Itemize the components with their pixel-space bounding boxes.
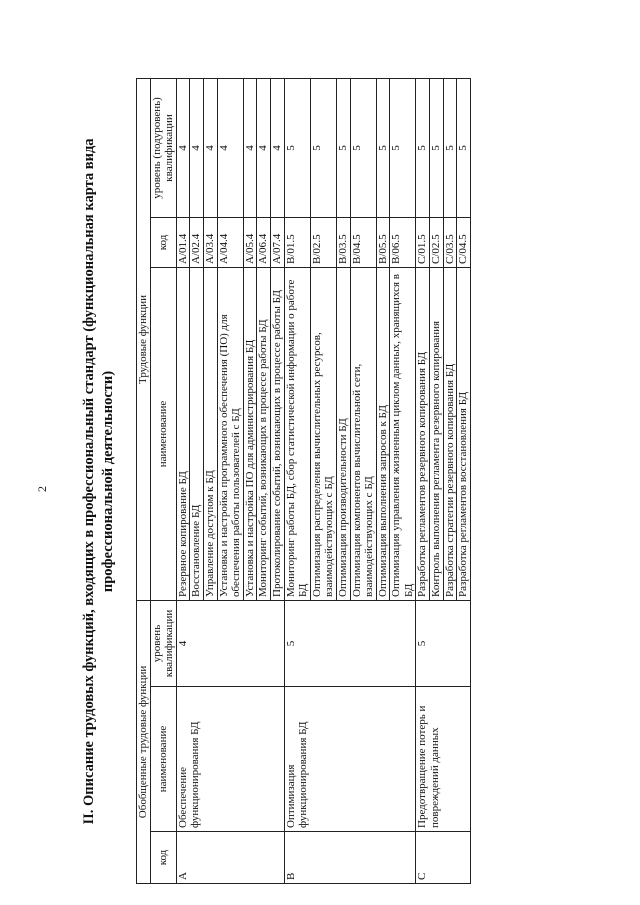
header-func-name: наименование — [150, 267, 176, 600]
group-name: Предотвращение потерь и повреждений данных — [416, 687, 470, 832]
section-heading-line-1: II. Описание трудовых функций, входящих в профессиональный стандарт (функциональная карта вида — [81, 138, 97, 825]
function-code: A/05.4 — [243, 217, 257, 267]
function-name: Восстановление БД — [190, 267, 204, 600]
section-heading — [80, 79, 126, 884]
table-row — [284, 78, 310, 883]
function-level: 5 — [390, 78, 416, 217]
function-level: 5 — [350, 78, 376, 217]
table-row — [176, 78, 190, 883]
functional-map-table — [136, 78, 471, 884]
header-gen-level: уровень квалификации — [150, 600, 176, 686]
function-level: 5 — [336, 78, 350, 217]
function-code: B/02.5 — [310, 217, 336, 267]
function-name: Протоколирование событий, возникающих в процессе работы БД — [270, 267, 284, 600]
function-name: Мониторинг работы БД, сбор статистической информации о работе БД — [284, 267, 310, 600]
function-code: C/03.5 — [443, 217, 457, 267]
function-code: A/02.4 — [190, 217, 204, 267]
header-generalized-functions: Обобщенные трудовые функции — [137, 600, 151, 883]
function-name: Установка и настройка программного обеспечения (ПО) для обеспечения работы пользователей с БД — [217, 267, 243, 600]
group-level: 4 — [176, 600, 284, 686]
group-name: Оптимизация функционирования БД — [284, 687, 416, 832]
function-level: 4 — [217, 78, 243, 217]
header-labor-functions: Трудовые функции — [137, 78, 151, 600]
function-level: 5 — [310, 78, 336, 217]
header-func-code: код — [150, 217, 176, 267]
function-level: 5 — [430, 78, 444, 217]
function-name: Оптимизация распределения вычислительных ресурсов, взаимодействующих с БД — [310, 267, 336, 600]
function-name: Оптимизация компонентов вычислительной сети, взаимодействующих с БД — [350, 267, 376, 600]
function-code: B/06.5 — [390, 217, 416, 267]
rotated-page-content — [80, 79, 565, 884]
group-level: 5 — [416, 600, 470, 686]
function-name: Установка и настройка ПО для администрирования БД — [243, 267, 257, 600]
table-body — [176, 78, 470, 883]
function-level: 4 — [190, 78, 204, 217]
group-name: Обеспечение функционирования БД — [176, 687, 284, 832]
section-heading-line-2: профессиональной деятельности) — [100, 370, 116, 593]
function-name: Разработка регламентов резервного копирования БД — [416, 267, 430, 600]
group-code: C — [416, 832, 470, 884]
function-code: B/03.5 — [336, 217, 350, 267]
function-name: Мониторинг событий, возникающих в процессе работы БД — [257, 267, 271, 600]
function-level: 5 — [416, 78, 430, 217]
function-code: A/07.4 — [270, 217, 284, 267]
function-code: C/01.5 — [416, 217, 430, 267]
header-gen-name: наименование — [150, 687, 176, 832]
function-name: Разработка стратегии резервного копирования БД — [443, 267, 457, 600]
function-code: A/03.4 — [203, 217, 217, 267]
header-func-level: уровень (подуровень) квалификации — [150, 78, 176, 217]
function-level: 5 — [443, 78, 457, 217]
group-code: B — [284, 832, 416, 884]
function-code: B/05.5 — [376, 217, 390, 267]
header-gen-code: код — [150, 832, 176, 884]
function-level: 4 — [270, 78, 284, 217]
function-code: C/04.5 — [457, 217, 471, 267]
function-level: 4 — [243, 78, 257, 217]
function-level: 4 — [176, 78, 190, 217]
group-code: A — [176, 832, 284, 884]
function-level: 4 — [257, 78, 271, 217]
function-level: 5 — [457, 78, 471, 217]
group-level: 5 — [284, 600, 416, 686]
function-code: B/01.5 — [284, 217, 310, 267]
function-name: Оптимизация управления жизненным циклом данных, хранящихся в БД — [390, 267, 416, 600]
function-code: C/02.5 — [430, 217, 444, 267]
function-name: Оптимизация выполнения запросов к БД — [376, 267, 390, 600]
table-row — [416, 78, 430, 883]
function-name: Резервное копирование БД — [176, 267, 190, 600]
function-name: Контроль выполнения регламента резервного копирования — [430, 267, 444, 600]
page-number: 2 — [35, 486, 49, 492]
function-code: B/04.5 — [350, 217, 376, 267]
function-code: A/01.4 — [176, 217, 190, 267]
function-code: A/06.4 — [257, 217, 271, 267]
function-name: Оптимизация производительности БД — [336, 267, 350, 600]
function-level: 5 — [284, 78, 310, 217]
function-level: 4 — [203, 78, 217, 217]
function-name: Управление доступом к БД — [203, 267, 217, 600]
function-name: Разработка регламентов восстановления БД — [457, 267, 471, 600]
function-level: 5 — [376, 78, 390, 217]
function-code: A/04.4 — [217, 217, 243, 267]
